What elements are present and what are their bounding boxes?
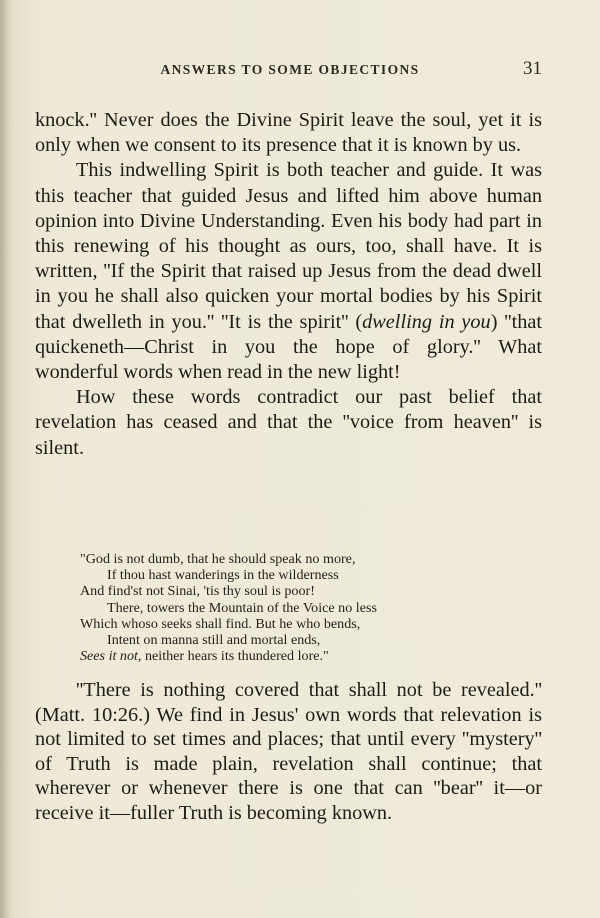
poem-quotation [80, 551, 520, 664]
poem-line-5: Which whoso seeks shall find. But he who bends, [80, 615, 361, 632]
paragraph-1: knock.'' Never does the Divine Spirit leave the soul, yet it is only when we consent to its presence that it is known by us. [35, 109, 542, 157]
body-text-bottom [35, 678, 542, 826]
running-title: ANSWERS TO SOME OBJECTIONS [160, 62, 420, 77]
paragraph-2-part-b: ) ''that quickeneth—Christ in you the hope of glory.'' What wonderful words when read in the new light! [35, 310, 542, 384]
paragraph-2 [35, 158, 542, 385]
poem-line-6: Intent on manna still and mortal ends, [107, 632, 321, 649]
binding-shadow [0, 0, 10, 918]
paragraph-4: ''There is nothing covered that shall not be revealed.'' (Matt. 10:26.) We find in Jesus' own words that relevation is not limited to set times and places; that until every ''mystery'' of Truth is made plain, revelation shall continue; that wherever or whenever there is one that can ''bear'' it—or receive it—fuller Truth is becoming known. [35, 679, 542, 824]
poem-line-3: And find'st not Sinai, 'tis thy soul is poor! [80, 583, 315, 600]
poem-line-7-emphasis: Sees it not, [80, 648, 142, 665]
paragraph-2-part-a: This indwelling Spirit is both teacher and guide. It was this teacher that guided Jesus and lifted him above human opinion into Divine Understanding. Even his body had part in this renewing of his thought as ours, too, shall have. It is written, ''If the Spirit that raised up Jesus from the dead dwell in you he shall also quicken your mortal bodies by his Spirit that dwelleth in you.'' ''It is the spirit'' ( [35, 159, 542, 333]
page-number: 31 [523, 58, 542, 79]
paragraph-3: How these words contradict our past belief that revelation has ceased and that the ''voice from heaven'' is silent. [35, 386, 542, 459]
poem-line-7 [80, 648, 520, 664]
poem-line-2: If thou hast wanderings in the wilderness [107, 567, 339, 584]
poem-line-7-rest: neither hears its thundered lore." [141, 648, 329, 665]
paragraph-2-emphasis: dwelling in you [362, 310, 491, 333]
poem-line-4: There, towers the Mountain of the Voice no less [107, 599, 377, 616]
body-text-top [35, 108, 542, 461]
poem-line-1: "God is not dumb, that he should speak no more, [80, 551, 356, 567]
